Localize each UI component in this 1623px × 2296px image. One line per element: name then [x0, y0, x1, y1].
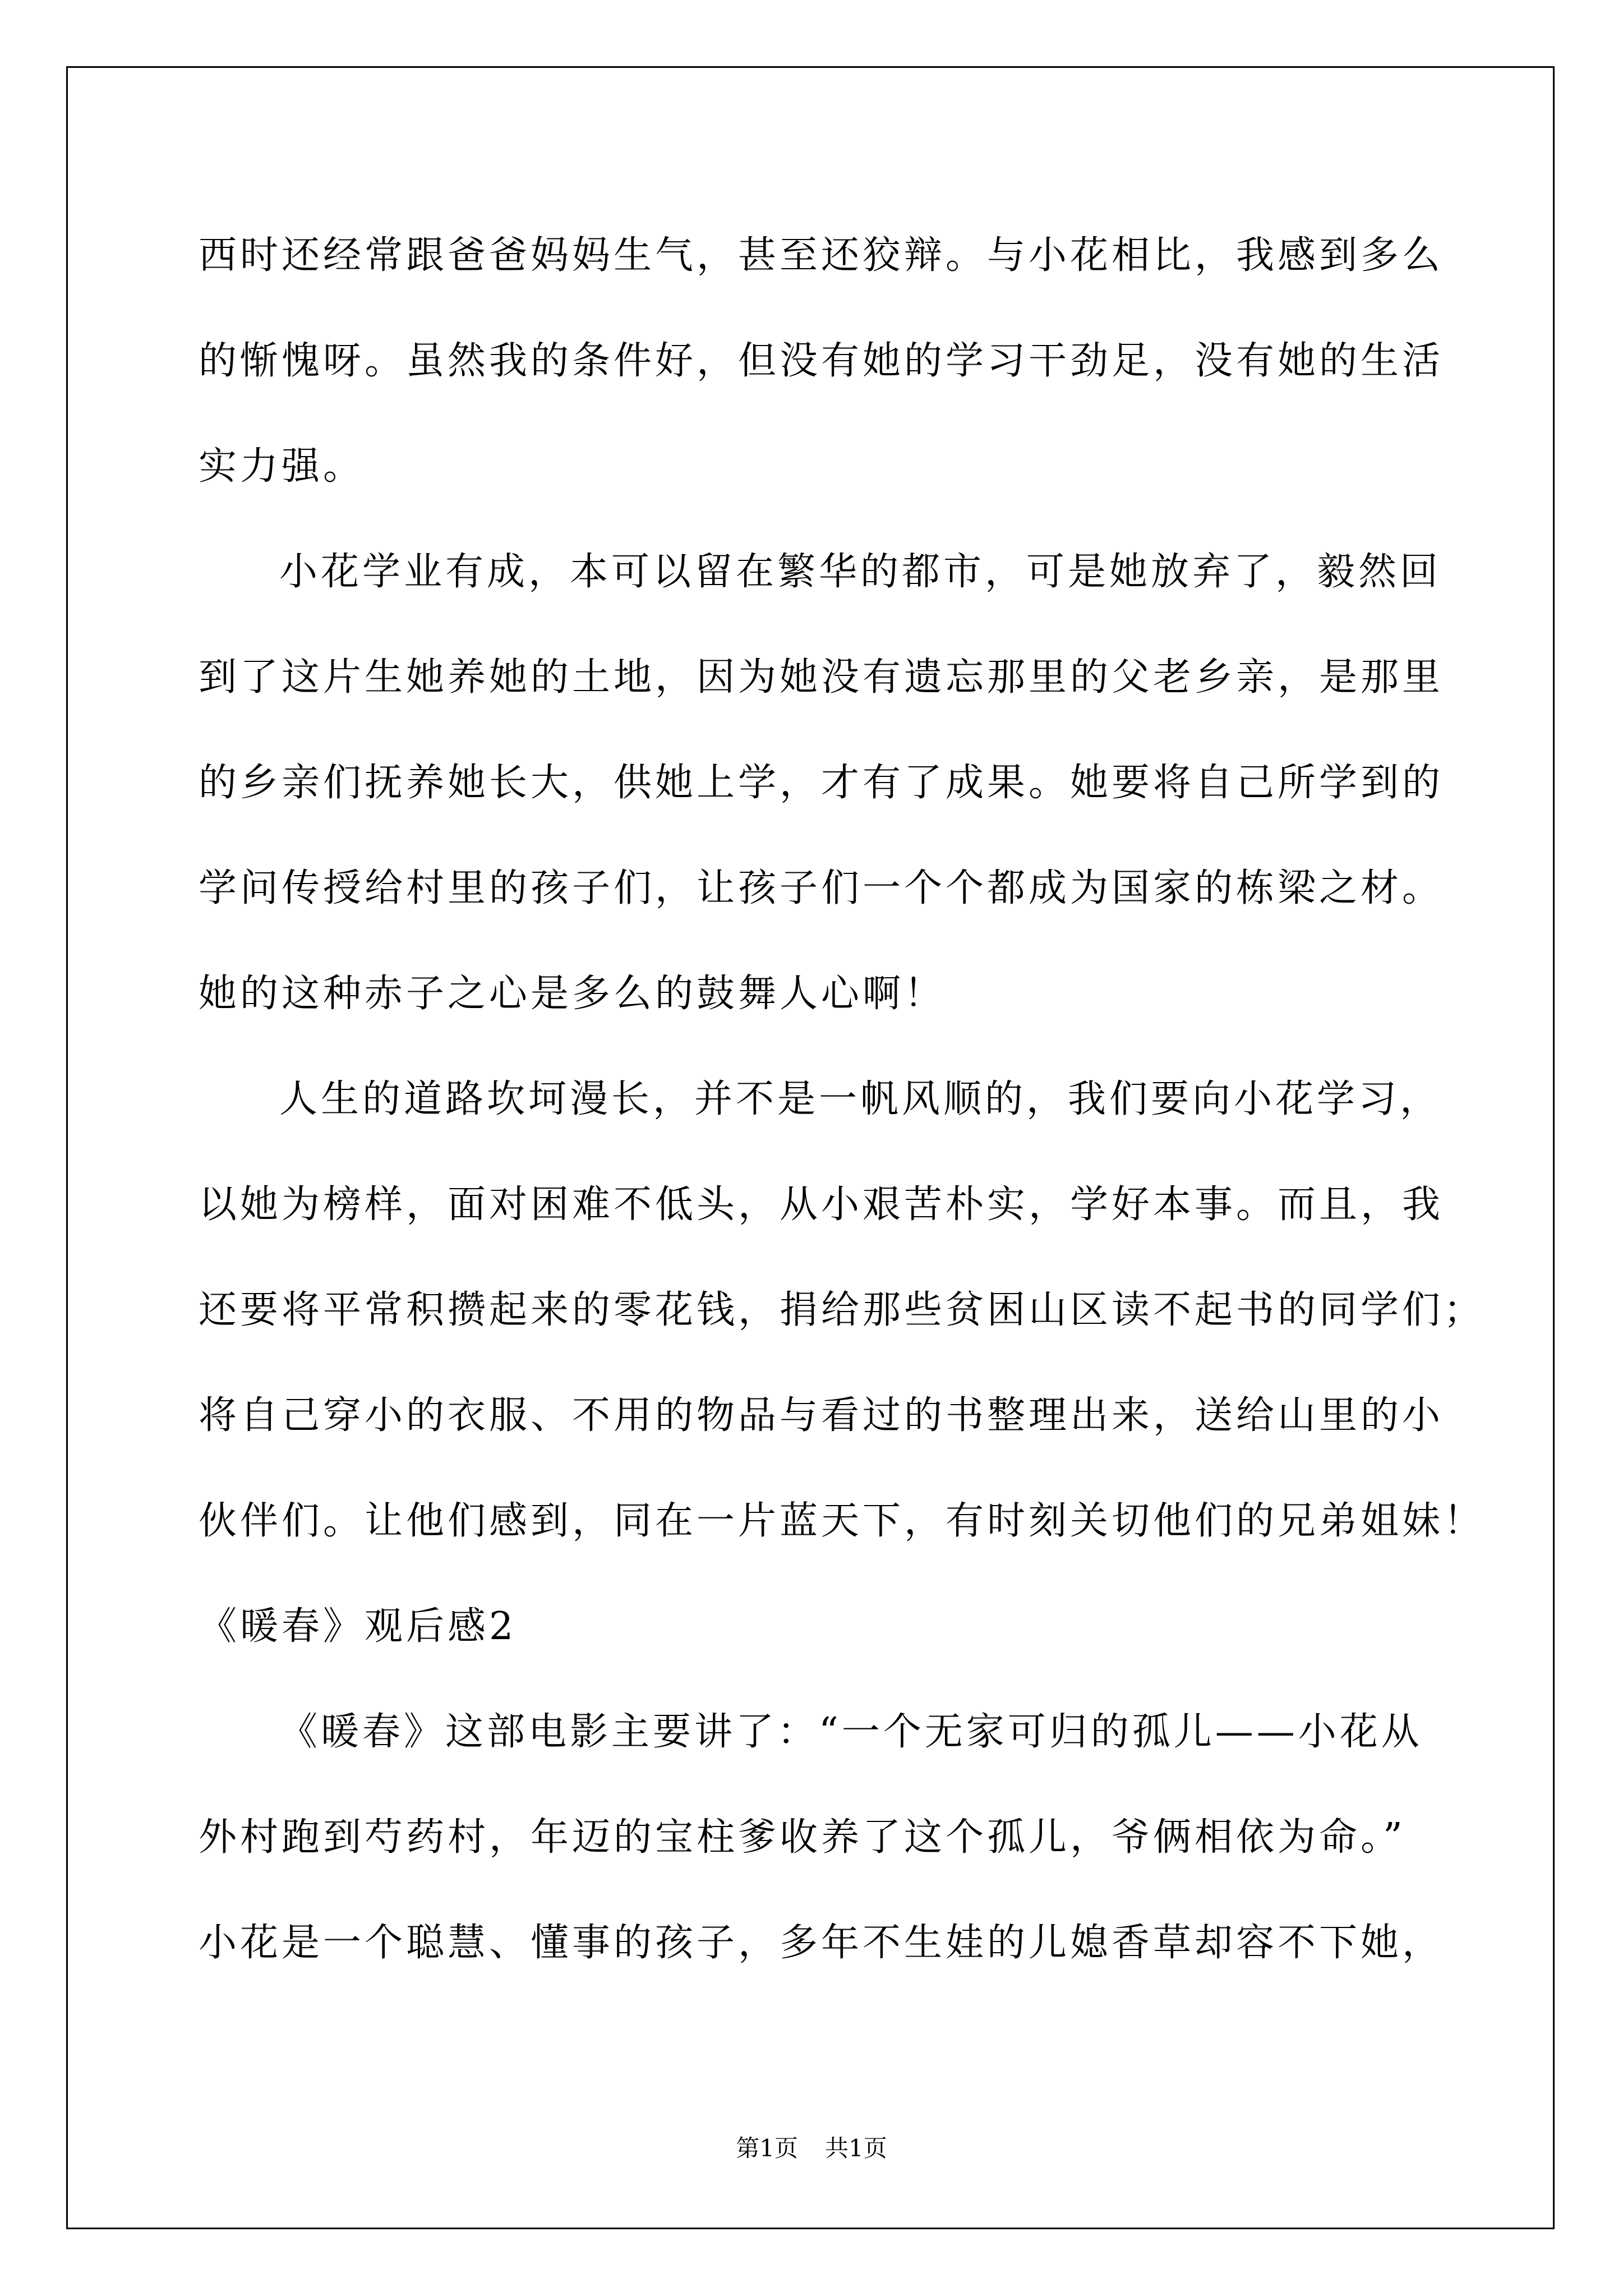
- text-line: 伙伴们。让他们感到，同在一片蓝天下，有时刻关切他们的兄弟姐妹！: [199, 1499, 1486, 1543]
- text-line: 以她为榜样，面对困难不低头，从小艰苦朴实，学好本事。而且，我: [199, 1182, 1444, 1227]
- text-line: 的惭愧呀。虽然我的条件好，但没有她的学习干劲足，没有她的生活: [199, 339, 1444, 383]
- document-body: [199, 203, 1486, 1996]
- page-number-total: 共1页: [825, 2134, 887, 2162]
- page-number-current: 第1页: [736, 2134, 798, 2162]
- text-line: 到了这片生她养她的土地，因为她没有遗忘那里的父老乡亲，是那里: [199, 655, 1444, 700]
- text-line: 小花是一个聪慧、懂事的孩子，多年不生娃的儿媳香草却容不下她，: [199, 1921, 1444, 1965]
- text-line: 的乡亲们抚养她长大，供她上学，才有了成果。她要将自己所学到的: [199, 761, 1444, 805]
- page-footer: [0, 2132, 1623, 2165]
- section-heading: 《暖春》观后感2: [199, 1604, 517, 1649]
- paragraph-start-line: 人生的道路坎坷漫长，并不是一帆风顺的，我们要向小花学习，: [279, 1077, 1442, 1121]
- text-line: 还要将平常积攒起来的零花钱，捐给那些贫困山区读不起书的同学们；: [199, 1288, 1486, 1332]
- text-line: 将自己穿小的衣服、不用的物品与看过的书整理出来，送给山里的小: [199, 1393, 1444, 1438]
- text-line: 她的这种赤子之心是多么的鼓舞人心啊！: [199, 972, 946, 1016]
- paragraph-start-line: 小花学业有成，本可以留在繁华的都市，可是她放弃了，毅然回: [279, 550, 1442, 594]
- text-line: 实力强。: [199, 444, 365, 489]
- paragraph-start-line: 《暖春》这部电影主要讲了：“一个无家可归的孤儿——小花从: [279, 1710, 1423, 1754]
- text-line: 外村跑到芍药村，年迈的宝柱爹收养了这个孤儿，爷俩相依为命。”: [199, 1815, 1406, 1860]
- text-line: 西时还经常跟爸爸妈妈生气，甚至还狡辩。与小花相比，我感到多么: [199, 233, 1444, 278]
- text-line: 学问传授给村里的孩子们，让孩子们一个个都成为国家的栋梁之材。: [199, 866, 1444, 910]
